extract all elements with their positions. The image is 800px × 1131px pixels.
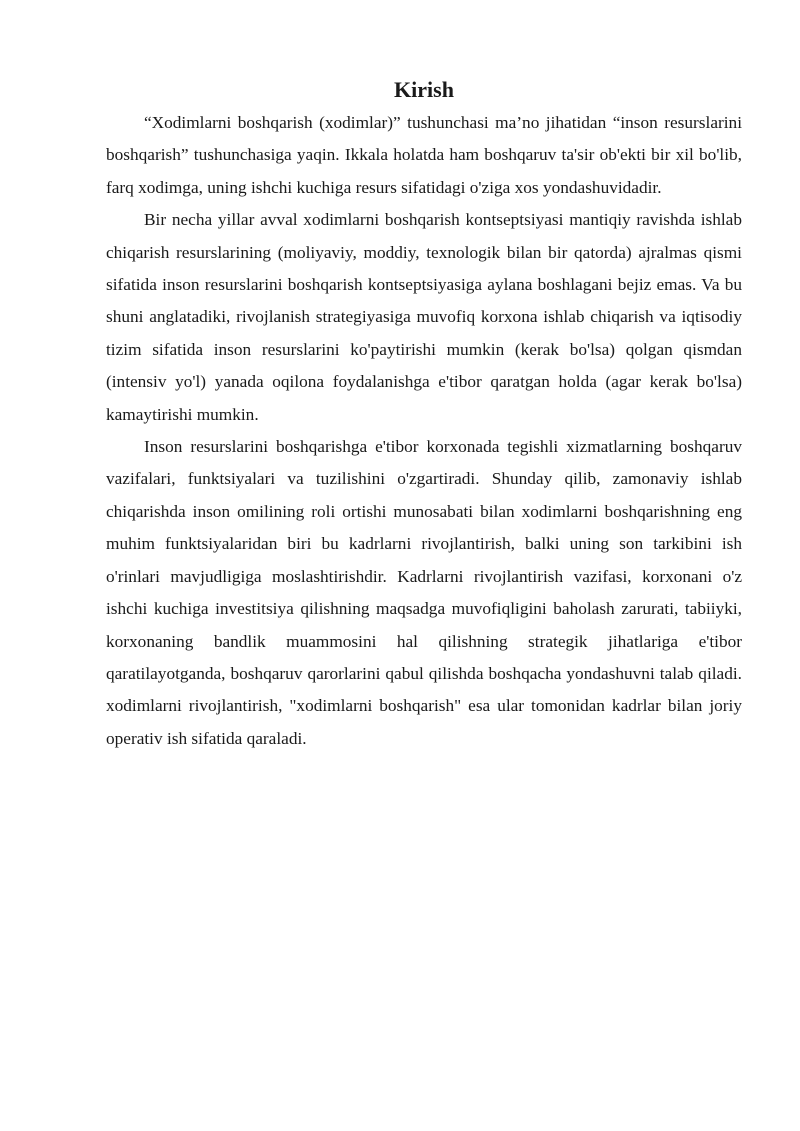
paragraph-1: “Xodimlarni boshqarish (xodimlar)” tushunchasi ma’no jihatidan “inson resurslarini boshqarish” tushunchasiga yaqin. Ikkala holatda ham boshqaruv ta'sir ob'ekti bir xil bo'lib, farq xodimga, uning ishchi kuchiga resurs sifatidagi o'ziga xos yondashuvidadir. — [106, 113, 742, 197]
paragraph-2: Bir necha yillar avval xodimlarni boshqarish kontseptsiyasi mantiqiy ravishda ishlab chiqarish resurslarining (moliyaviy, moddiy, texnologik bilan bir qatorda) ajralmas qismi sifatida inson resurslarini boshqarish kontseptsiyasiga aylana boshlagani bejiz emas. Va bu shuni anglatadiki, rivojlanish strategiyasiga muvofiq korxona ishlab chiqarish va iqtisodiy tizim sifatida inson resurslarini ko'paytirishi mumkin (kerak bo'lsa) qolgan qismdan (intensiv yo'l) yanada oqilona foydalanishga e'tibor qaratgan holda (agar kerak bo'lsa) kamaytirishi mumkin. — [106, 210, 742, 424]
page-title: Kirish — [394, 77, 454, 102]
paragraph-3: Inson resurslarini boshqarishga e'tibor korxonada tegishli xizmatlarning boshqaruv vazifalari, funktsiyalari va tuzilishini o'zgartiradi. Shunday qilib, zamonaviy ishlab chiqarishda inson omilining roli ortishi munosabati bilan xodimlarni boshqarishning eng muhim funktsiyalaridan biri bu kadrlarni rivojlantirish, balki uning son tarkibini ish o'rinlari mavjudligiga moslashtirishdir. Kadrlarni rivojlantirish vazifasi, korxonani o'z ishchi kuchiga investitsiya qilishning maqsadga muvofiqligini baholash zarurati, tabiiyki, korxonaning bandlik muammosini hal qilishning strategik jihatlariga e'tibor qaratilayotganda, boshqaruv qarorlarini qabul qilishda boshqacha yondashuvni talab qiladi. xodimlarni rivojlantirish, "xodimlarni boshqarish" esa ular tomonidan kadrlar bilan joriy operativ ish sifatida qaraladi. — [106, 437, 742, 748]
